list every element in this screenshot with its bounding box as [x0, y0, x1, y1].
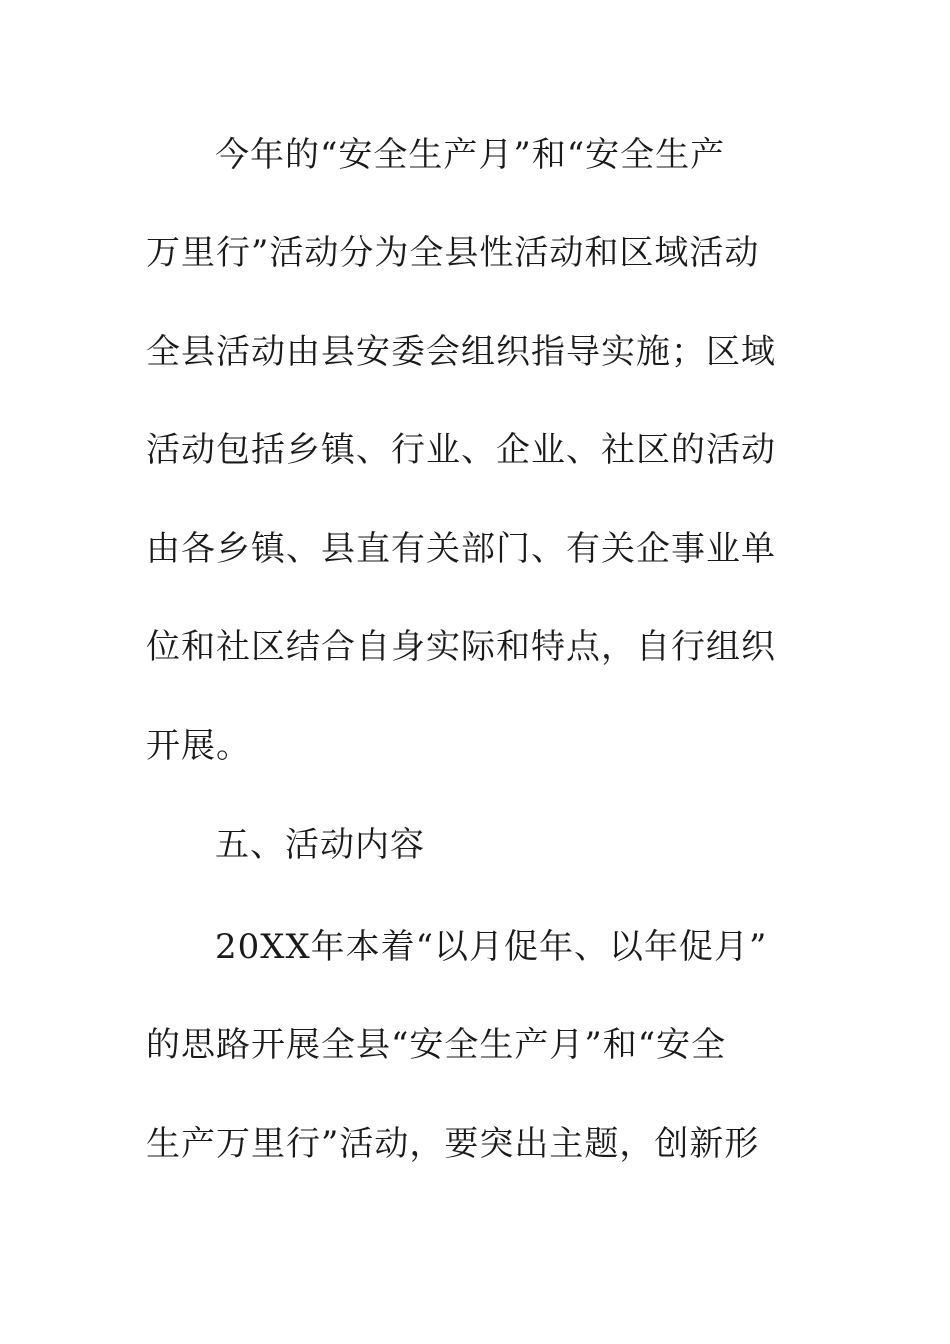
paragraph-line: 今年的“安全生产月”和“安全生产 — [215, 135, 726, 175]
paragraph-line: 生产万里行”活动，要突出主题，创新形 — [146, 1124, 760, 1164]
paragraph-line: 位和社区结合自身实际和特点，自行组织 — [146, 627, 776, 667]
paragraph-line: 由各乡镇、县直有关部门、有关企事业单 — [146, 529, 776, 569]
paragraph-line: 开展。 — [146, 726, 251, 766]
paragraph-line: 活动包括乡镇、行业、企业、社区的活动 — [146, 430, 776, 470]
section-heading: 五、活动内容 — [215, 825, 425, 865]
paragraph-line: 20XX年本着“以月促年、以年促月” — [215, 927, 768, 967]
paragraph-line: 全县活动由县安委会组织指导实施；区域 — [146, 332, 776, 372]
paragraph-line: 的思路开展全县“安全生产月”和“安全 — [146, 1025, 727, 1065]
paragraph-line: 万里行”活动分为全县性活动和区域活动 — [146, 233, 760, 273]
